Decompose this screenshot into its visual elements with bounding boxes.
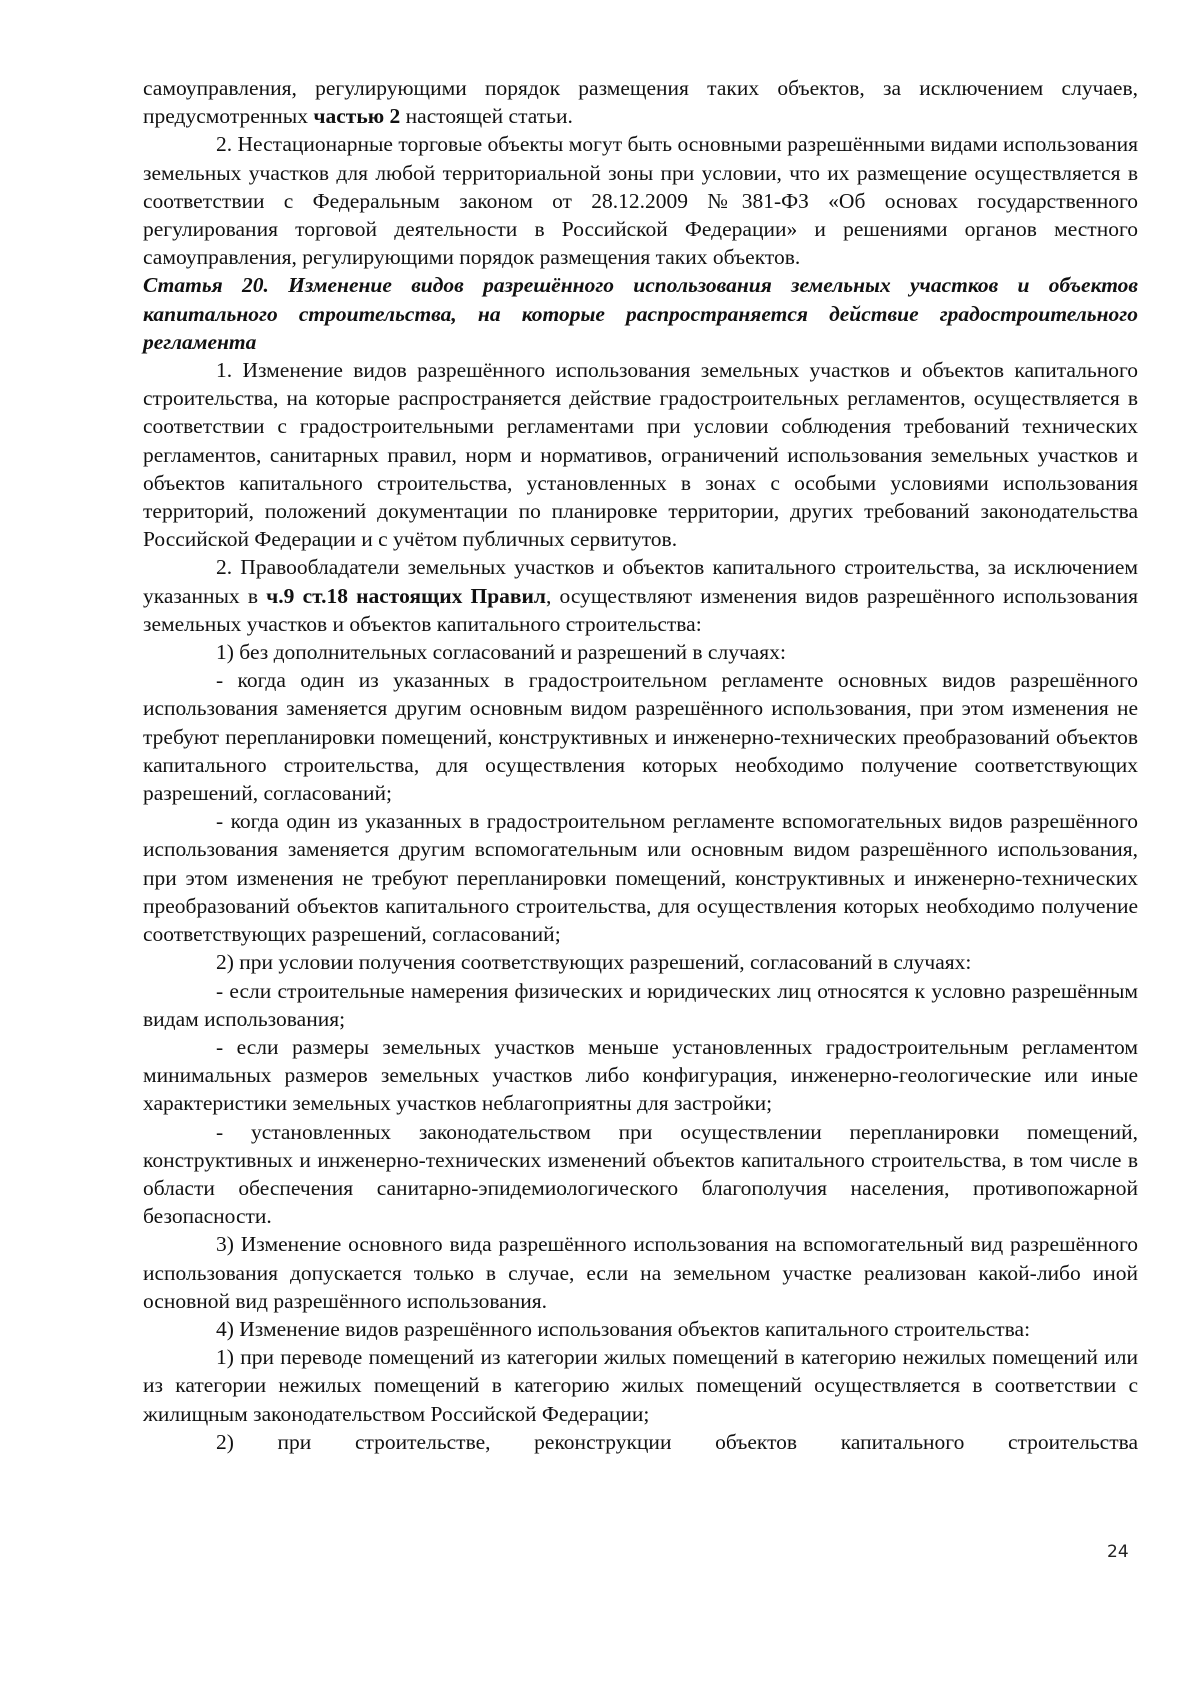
subitem-2-dash-3: - установленных законодательством при осуществлении перепланировки помещений, конструктивных и инженерно-технических изменений объектов капитального строительства, в том числе в области обеспечения санитарно-эпидемиологического благополучия населения, противопожарной безопасности. xyxy=(143,1119,1138,1229)
paragraph-intro xyxy=(143,74,1138,130)
paragraph-text: настоящей статьи. xyxy=(400,104,573,129)
paragraph-text: 2. Правообладатели земельных участков и объектов капитального строительства, за исключением указанных в xyxy=(143,555,1138,608)
reference-rules: ч.9 ст.18 настоящих Правил xyxy=(266,583,546,608)
subitem-4-2: 2) при строительстве, реконструкции объектов капитального строительства xyxy=(216,1429,1138,1454)
document-body xyxy=(143,74,1138,1456)
subitem-2: 2) при условии получения соответствующих разрешений, согласований в случаях: xyxy=(216,950,972,975)
subitem-2-dash-2: - если размеры земельных участков меньше установленных градостроительным регламентом минимальных размеров земельных участков либо конфигурация, инженерно-геологические или иные характеристики земельных участков неблагоприятны для застройки; xyxy=(143,1034,1138,1116)
paragraph-article-item-2 xyxy=(143,553,1138,638)
paragraph-item-2: 2. Нестационарные торговые объекты могут быть основными разрешёнными видами использования земельных участков для любой территориальной зоны при условии, что их размещение осуществляется в соответствии с Федеральным законом от 28.12.2009 №381-ФЗ «Об основах государственного регулирования торговой деятельности в Российской Федерации» и решениями органов местного самоуправления, регулирующими порядок размещения таких объектов. xyxy=(143,132,1138,270)
article-20-title: Статья 20. Изменение видов разрешённого использования земельных участков и объектов капитального строительства, на которые распространяется действие градостроительного регламента xyxy=(143,273,1138,354)
subitem-1: 1) без дополнительных согласований и разрешений в случаях: xyxy=(216,640,786,665)
subitem-2-dash-1: - если строительные намерения физических и юридических лиц относятся к условно разрешённым видам использования; xyxy=(143,978,1138,1031)
subitem-4-1: 1) при переводе помещений из категории жилых помещений в категорию нежилых помещений или из категории нежилых помещений в категорию жилых помещений осуществляется в соответствии с жилищным законодательством Российской Федерации; xyxy=(143,1345,1138,1426)
subitem-4: 4) Изменение видов разрешённого использования объектов капитального строительства: xyxy=(216,1316,1031,1341)
paragraph-text: самоуправления, регулирующими порядок размещения таких объектов, за исключением случаев, предусмотренных xyxy=(143,76,1138,129)
subitem-1-dash-1: - когда один из указанных в градостроительном регламенте основных видов разрешённого использования заменяется другим основным видом разрешённого использования, при этом изменения не требуют перепланировки помещений, конструктивных и инженерно-технических преобразований объектов капитального строительства, для осуществления которых необходимо получение соответствующих разрешений, согласований; xyxy=(143,668,1138,806)
paragraph-text: , осуществляют изменения видов разрешённого использования земельных участков и объектов капитального строительства: xyxy=(143,583,1138,636)
page-number: 24 xyxy=(1107,1542,1129,1562)
paragraph-article-item-1: 1. Изменение видов разрешённого использования земельных участков и объектов капитального строительства, на которые распространяется действие градостроительных регламентов, осуществляется в соответствии с градостроительными регламентами при условии соблюдения требований технических регламентов, санитарных правил, норм и нормативов, ограничений использования земельных участков и объектов капитального строительства, установленных в зонах с особыми условиями использования территорий, положений документации по планировке территории, других требований законодательства Российской Федерации и с учётом публичных сервитутов. xyxy=(143,358,1138,552)
subitem-3: 3) Изменение основного вида разрешённого использования на вспомогательный вид разрешённого использования допускается только в случае, если на земельном участке реализован какой-либо иной основной вид разрешённого использования. xyxy=(143,1232,1138,1313)
reference-part-2: частью 2 xyxy=(313,104,401,129)
subitem-1-dash-2: - когда один из указанных в градостроительном регламенте вспомогательных видов разрешённого использования заменяется другим вспомогательным или основным видом разрешённого использования, при этом изменения не требуют перепланировки помещений, конструктивных и инженерно-технических преобразований объектов капитального строительства, для осуществления которых необходимо получение соответствующих разрешений, согласований; xyxy=(143,809,1138,947)
